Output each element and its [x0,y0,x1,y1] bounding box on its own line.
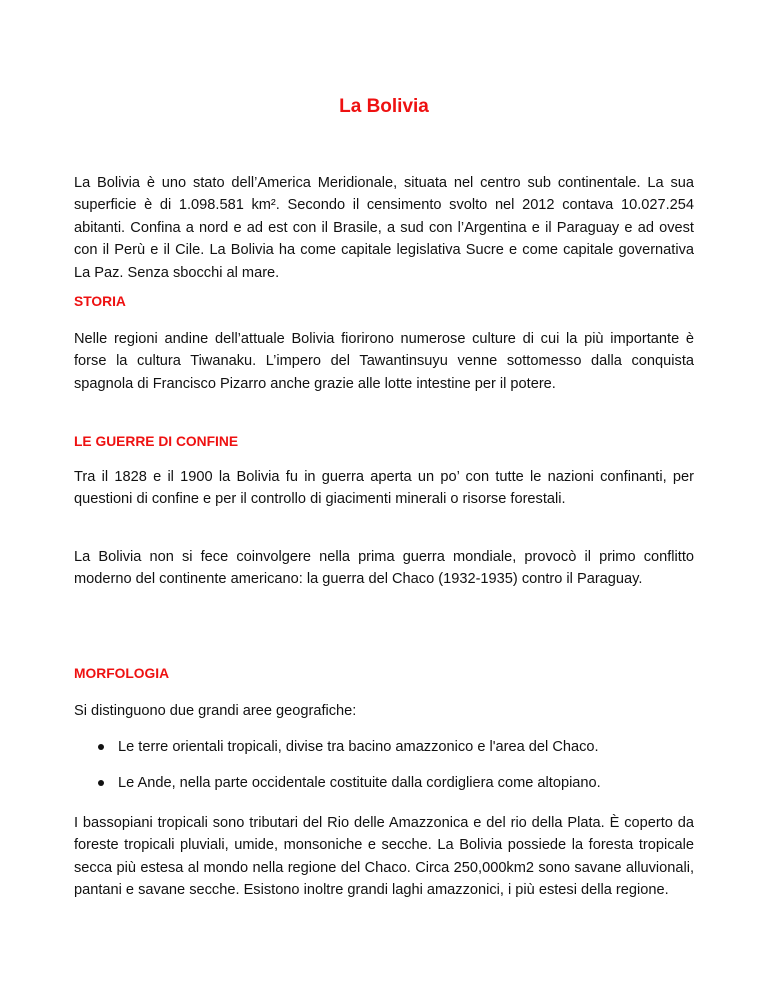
morfologia-heading: MORFOLOGIA [74,666,170,681]
storia-heading: STORIA [74,294,126,309]
morfologia-intro: Si distinguono due grandi aree geografiche: [74,703,357,719]
morfologia-bullet-list [98,736,698,794]
document-title: La Bolivia [339,96,429,117]
list-item [98,772,698,794]
guerre-paragraph-1: Tra il 1828 e il 1900 la Bolivia fu in guerra aperta un po’ con tutte le nazioni confinanti, per questioni di confine e per il controllo di giacimenti minerali o risorse forestali. [74,469,694,508]
bullet-text: Le Ande, nella parte occidentale costituite dalla cordigliera come altopiano. [118,775,601,791]
guerre-heading: LE GUERRE DI CONFINE [74,434,239,449]
list-item [98,736,698,758]
intro-paragraph: La Bolivia è uno stato dell’America Meridionale, situata nel centro sub continentale. La sua superficie è di 1.098.581 km². Secondo il censimento svolto nel 2012 contava 10.027.254 abitanti. Confina a nord e ad est con il Brasile, a sud con l’Argentina e il Paraguay e ad ovest con il Perù e il Cile. La Bolivia ha come capitale legislativa Sucre e come capitale governativa La Paz. Senza sbocchi al mare. [74,175,694,281]
bullet-icon [98,780,104,786]
guerre-paragraph-2: La Bolivia non si fece coinvolgere nella prima guerra mondiale, provocò il primo conflitto moderno del continente americano: la guerra del Chaco (1932-1935) contro il Paraguay. [74,549,694,588]
bullet-text: Le terre orientali tropicali, divise tra bacino amazzonico e l'area del Chaco. [118,739,599,755]
morfologia-paragraph: I bassopiani tropicali sono tributari del Rio delle Amazzonica e del rio della Plata. È coperto da foreste tropicali pluviali, umide, monsoniche e secche. La Bolivia possiede la foresta tropicale secca più estesa al mondo nella regione del Chaco. Circa 250,000km2 sono savane alluvionali, pantani e savane secche. Esistono inoltre grandi laghi amazzonici, i più estesi della regione. [74,815,694,899]
bullet-icon [98,744,104,750]
storia-paragraph: Nelle regioni andine dell’attuale Bolivia fiorirono numerose culture di cui la più importante è forse la cultura Tiwanaku. L’impero del Tawantinsuyu venne sottomesso dalla conquista spagnola di Francisco Pizarro anche grazie alle lotte intestine per il potere. [74,331,694,392]
